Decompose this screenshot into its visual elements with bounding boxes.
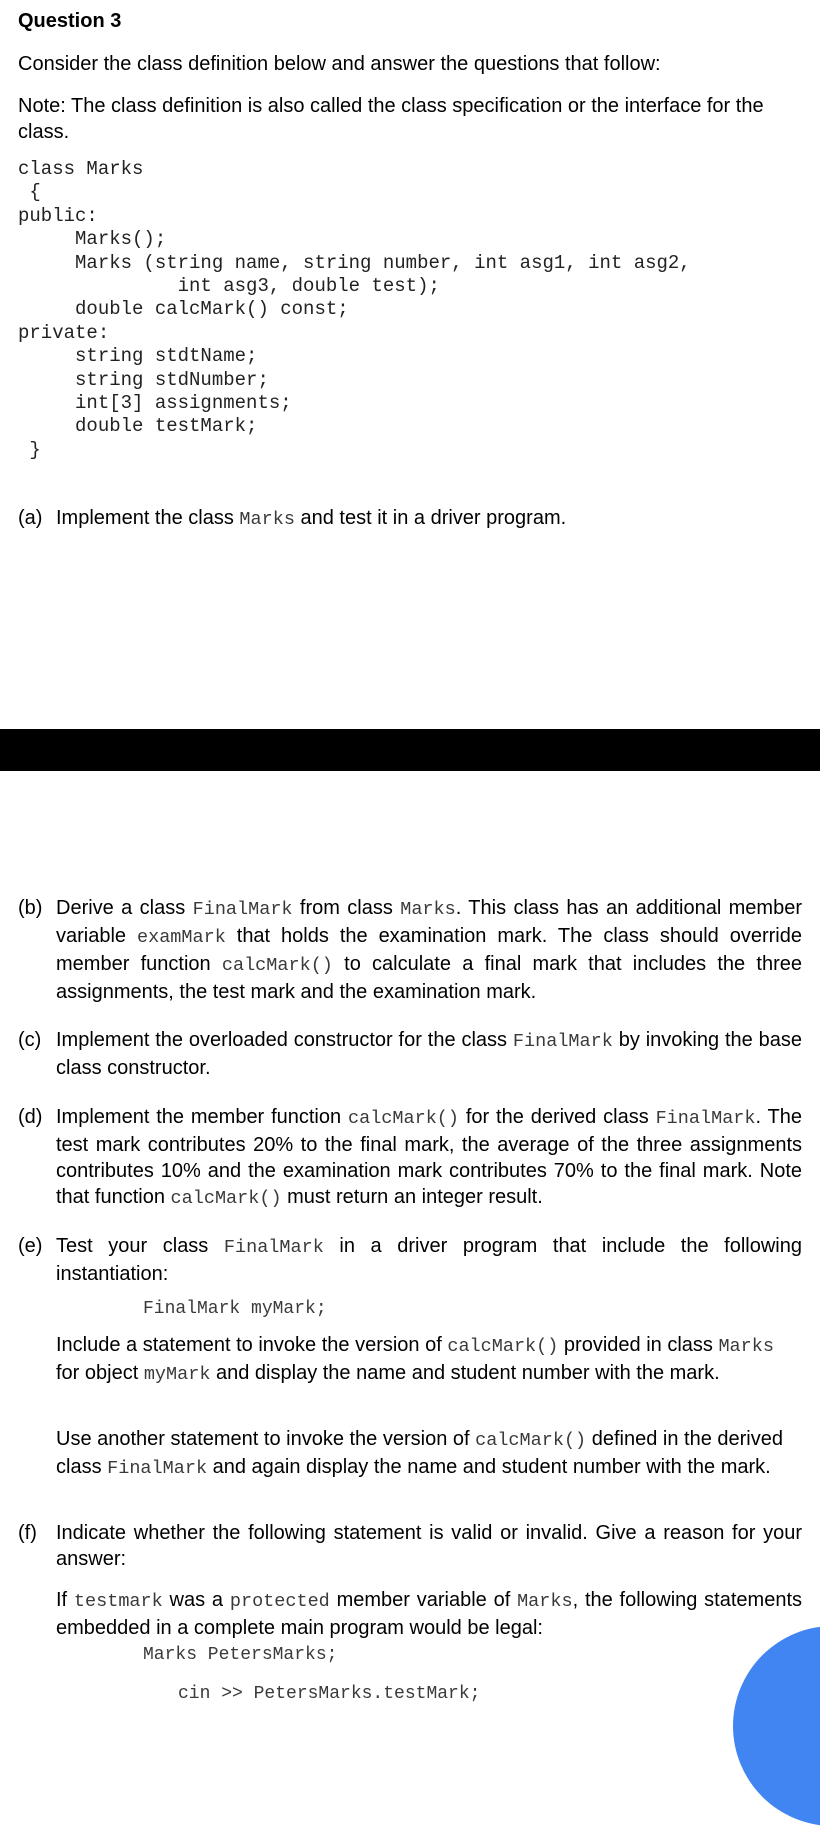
part-e-paragraph-2: Include a statement to invoke the version of calcMark() provided in class Marks for object myMark and display the name and student number with the mark.: [56, 1334, 774, 1385]
floating-action-circle[interactable]: [733, 1626, 820, 1826]
intro-text: Consider the class definition below and answer the questions that follow:: [18, 53, 661, 75]
part-e-text: Test your class FinalMark in a driver program that include the following instantiation:: [56, 1235, 802, 1285]
redaction-bar: [0, 729, 820, 771]
part-f-paragraph-2: If testmark was a protected member variable of Marks, the following statements embedded in a complete main program would be legal:: [56, 1589, 803, 1639]
part-c-text: Implement the overloaded constructor for the class FinalMark by invoking the base class constructor.: [56, 1029, 803, 1079]
part-a-label: (a): [18, 507, 43, 529]
part-a-text: Implement the class Marks and test it in a driver program.: [56, 507, 567, 530]
part-d-text: Implement the member function calcMark() for the derived class FinalMark. The test mark contributes 20% to the final mark, the average of the three assignments contributes 10% and the examination mark contributes 70% to the final mark. Note that function calcMark() must return an integer result.: [56, 1106, 803, 1209]
part-f-text: Indicate whether the following statement is valid or invalid. Give a reason for your answer:: [56, 1522, 802, 1570]
part-f-label: (f): [18, 1522, 37, 1544]
question-title: Question 3: [18, 10, 122, 32]
part-c-label: (c): [18, 1029, 42, 1051]
part-f-code-2: cin >> PetersMarks.testMark;: [178, 1684, 481, 1704]
note-text: Note: The class definition is also called the class specification or the interface for the class.: [18, 95, 764, 143]
part-d-label: (d): [18, 1106, 43, 1128]
class-definition-code: class Marks { public: Marks(); Marks (string name, string number, int asg1, int asg2, int asg3, double test); double calcMark() const; private: string stdtName; string stdNumber; int[3] assignments; double testMark; }: [18, 158, 691, 461]
part-b-text: Derive a class FinalMark from class Marks. This class has an additional member variable examMark that holds the examination mark. The class should override member function calcMark() to calculate a final mark that includes the three assignments, the test mark and the examination mark.: [56, 897, 802, 1003]
part-f-code-1: Marks PetersMarks;: [143, 1645, 338, 1665]
part-e-paragraph-3: Use another statement to invoke the version of calcMark() defined in the derived class FinalMark and again display the name and student number with the mark.: [56, 1428, 783, 1479]
part-b-label: (b): [18, 897, 43, 919]
part-e-code: FinalMark myMark;: [143, 1299, 327, 1319]
part-e-label: (e): [18, 1235, 43, 1257]
